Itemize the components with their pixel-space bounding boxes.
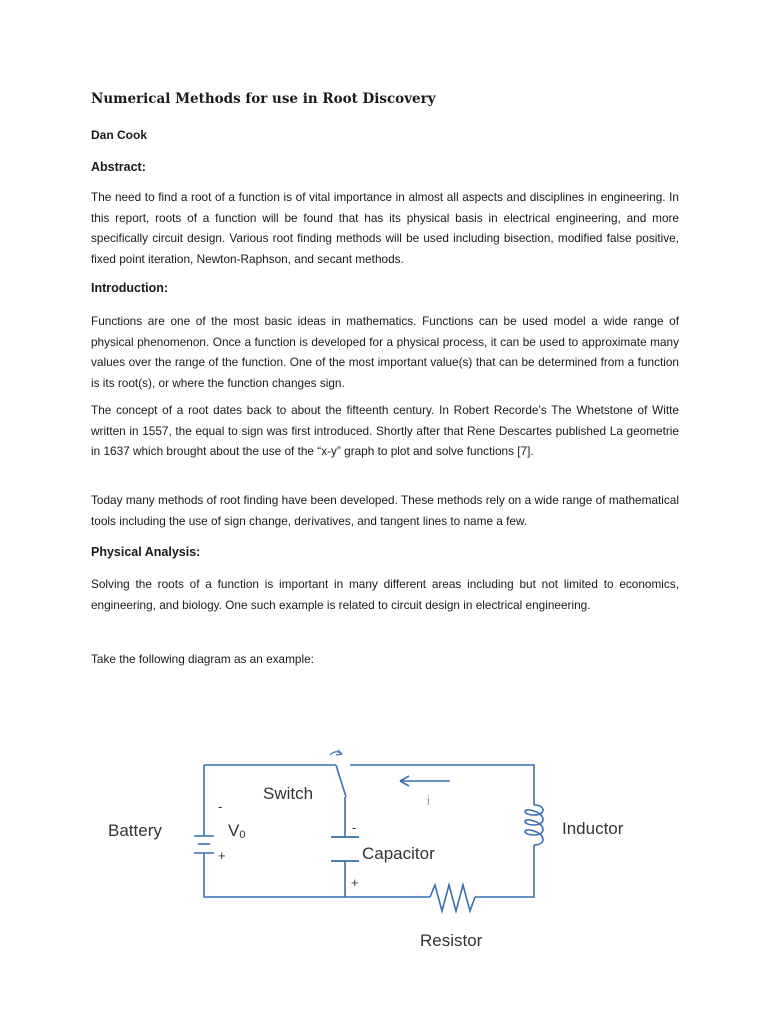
introduction-paragraph-3: Today many methods of root finding have been developed. These methods rely on a wide range of mathematical tools including the use of sign change, derivatives, and tangent lines to name a few. — [91, 493, 679, 528]
capacitor-symbol — [331, 837, 359, 861]
wire-top-right — [350, 765, 534, 805]
resistor-label: Resistor — [420, 931, 483, 950]
physical-analysis-paragraph-1: Solving the roots of a function is important in many different areas including but not limited to economics, engineering, and biology. One such example is related to circuit design in electrical engineering. — [91, 577, 679, 612]
current-arrow — [400, 776, 450, 786]
circuit-diagram — [100, 745, 660, 960]
abstract-paragraph: The need to find a root of a function is of vital importance in almost all aspects and disciplines in engineering. In this report, roots of a function will be found that has its physical basis in electrical engineering, and more specifically circuit design. Various root finding methods will be used including bisection, modified false positive, fixed point iteration, Newton-Raphson, and secant methods. — [91, 190, 679, 266]
physical-analysis-heading: Physical Analysis: — [91, 545, 201, 559]
battery-plus-sign: + — [218, 848, 226, 863]
introduction-heading: Introduction: — [91, 281, 169, 295]
current-label: i — [427, 793, 430, 808]
capacitor-plus-sign: + — [351, 875, 359, 890]
abstract-heading: Abstract: — [91, 160, 146, 174]
inductor-label: Inductor — [562, 819, 624, 838]
switch-label: Switch — [263, 784, 314, 803]
battery-symbol — [194, 836, 214, 853]
author-name: Dan Cook — [91, 128, 148, 142]
battery-label: Battery — [108, 821, 162, 840]
battery-minus-sign: - — [218, 799, 223, 814]
circuit-wires — [204, 765, 534, 897]
capacitor-minus-sign: - — [352, 820, 357, 835]
document-title: Numerical Methods for use in Root Discovery — [91, 91, 436, 107]
introduction-paragraph-2: The concept of a root dates back to about the fifteenth century. In Robert Recorde’s The Whetstone of Witte written in 1557, the equal to sign was first introduced. Shortly after that Rene Descartes published La geometrie in 1637 which brought about the use of the “x-y” graph to plot and solve functions [7]. — [91, 403, 679, 458]
inductor-symbol — [525, 805, 543, 845]
wire-right-lower — [475, 845, 534, 897]
switch-symbol — [330, 750, 346, 797]
resistor-symbol — [430, 885, 475, 911]
capacitor-label: Capacitor — [362, 844, 435, 863]
voltage-label: V0 — [228, 821, 246, 841]
physical-analysis-paragraph-2: Take the following diagram as an example: — [91, 652, 314, 666]
introduction-paragraph-1: Functions are one of the most basic ideas in mathematics. Functions can be used model a wide range of physical phenomenon. Once a function is developed for a physical process, it can be used to approximate many values over the range of the function. One of the most important value(s) that can be determined from a function is its root(s), or where the function changes sign. — [91, 314, 679, 390]
